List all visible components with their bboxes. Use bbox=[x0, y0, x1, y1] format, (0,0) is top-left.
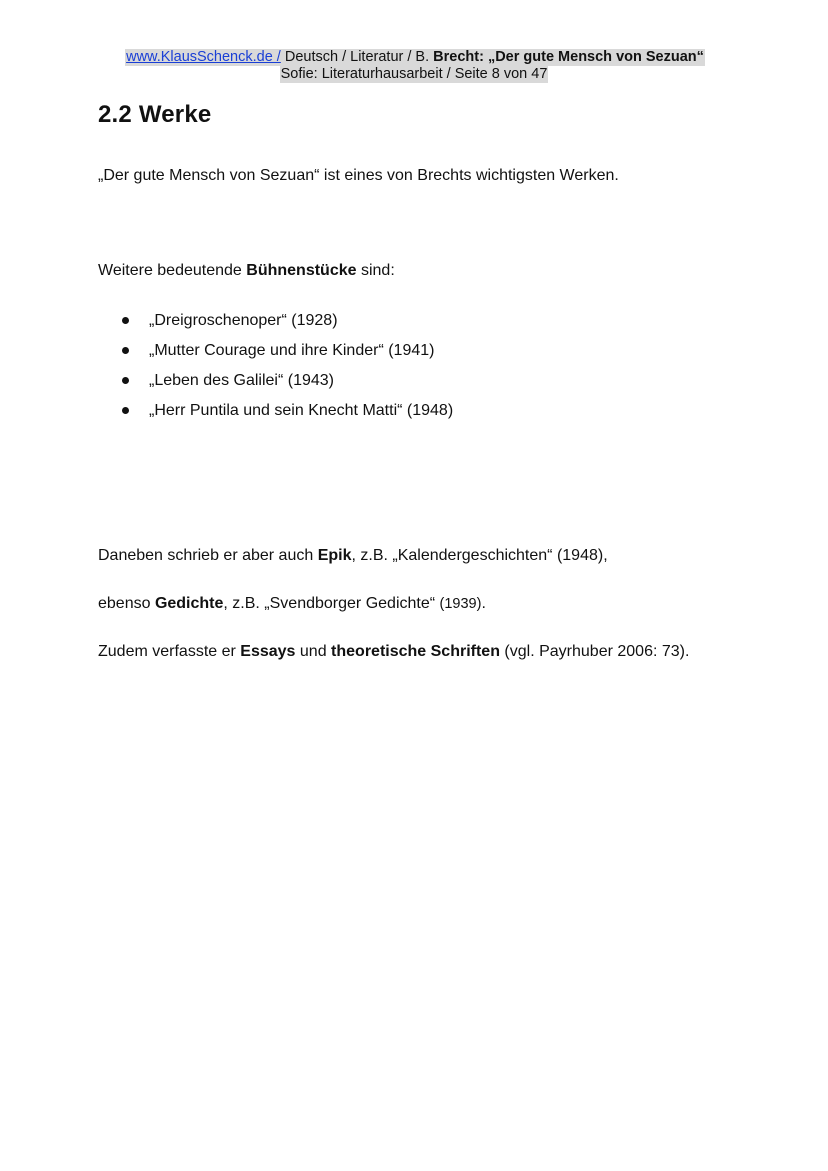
bullet-icon bbox=[122, 347, 129, 354]
list-item bbox=[98, 371, 453, 401]
poems-paragraph bbox=[98, 594, 486, 614]
header-path: Deutsch / Literatur / B. bbox=[280, 49, 434, 65]
theory-bold: theoretische Schriften bbox=[331, 643, 500, 660]
epic-paragraph bbox=[98, 546, 608, 566]
stage-intro-text: Weitere bedeutende bbox=[98, 262, 247, 279]
stage-works-intro bbox=[98, 261, 395, 281]
poems-middle: , z.B. „Svendborger Gedichte“ bbox=[223, 595, 440, 612]
intro-paragraph: „Der gute Mensch von Sezuan“ ist eines von Brechts wichtigsten Werken. bbox=[98, 167, 619, 184]
list-item-text: „Leben des Galilei“ (1943) bbox=[149, 372, 334, 389]
bullet-icon bbox=[122, 377, 129, 384]
header-line-2: Sofie: Literaturhausarbeit / Seite 8 von 47 bbox=[280, 66, 548, 82]
poems-year: (1939) bbox=[439, 596, 482, 612]
essays-text: Zudem verfasste er bbox=[98, 643, 241, 660]
bullet-icon bbox=[122, 407, 129, 414]
bullet-icon bbox=[122, 317, 129, 324]
epic-end: , z.B. „Kalendergeschichten“ (1948), bbox=[351, 547, 608, 564]
stage-intro-bold: Bühnenstücke bbox=[246, 262, 357, 279]
essays-end: (vgl. Payrhuber 2006: 73). bbox=[499, 643, 690, 660]
essays-middle: und bbox=[295, 643, 332, 660]
epic-bold: Epik bbox=[317, 547, 352, 564]
list-item bbox=[98, 311, 453, 341]
list-item bbox=[98, 401, 453, 431]
header-work-title: Brecht: „Der gute Mensch von Sezuan“ bbox=[433, 49, 704, 65]
list-item bbox=[98, 341, 453, 371]
epic-text: Daneben schrieb er aber auch bbox=[98, 547, 318, 564]
works-list bbox=[98, 311, 453, 431]
poems-text: ebenso bbox=[98, 595, 155, 612]
poems-bold: Gedichte bbox=[154, 595, 224, 612]
essays-paragraph bbox=[98, 642, 689, 662]
stage-intro-end: sind: bbox=[356, 262, 395, 279]
list-item-text: „Herr Puntila und sein Knecht Matti“ (1948) bbox=[149, 402, 454, 419]
section-title: 2.2 Werke bbox=[98, 101, 212, 128]
page-header bbox=[0, 49, 828, 83]
essays-bold: Essays bbox=[240, 643, 296, 660]
list-item-text: „Mutter Courage und ihre Kinder“ (1941) bbox=[149, 342, 435, 359]
list-item-text: „Dreigroschenoper“ (1928) bbox=[149, 312, 338, 329]
poems-end: . bbox=[481, 595, 486, 612]
site-link[interactable]: www.KlausSchenck.de / bbox=[126, 49, 281, 65]
header-line-1 bbox=[125, 49, 705, 66]
